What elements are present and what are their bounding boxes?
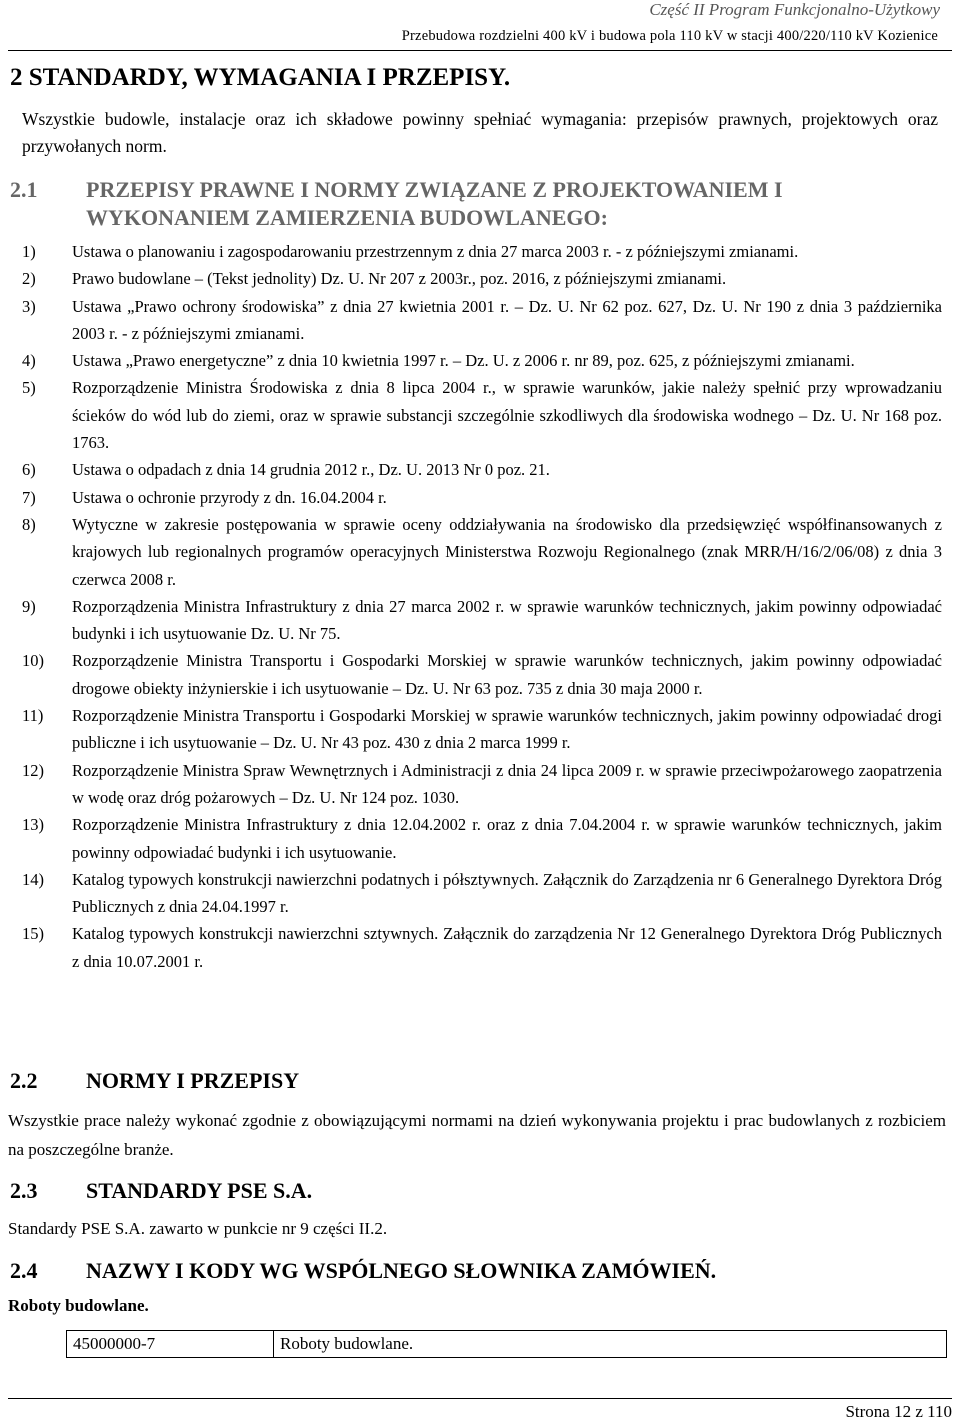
list-item bbox=[22, 866, 942, 921]
header-part-title: Część II Program Funkcjonalno-Użytkowy bbox=[649, 0, 940, 19]
list-item-number: 12) bbox=[22, 760, 44, 780]
list-item-text: Katalog typowych konstrukcji nawierzchni podatnych i półsztywnych. Załącznik do Zarządzenia nr 6 Generalnego Dyrektora Dróg Publicznych z dnia 24.04.1997 r. bbox=[72, 869, 942, 917]
list-item-number: 15) bbox=[22, 924, 44, 944]
section-title: STANDARDY PSE S.A. bbox=[86, 1178, 313, 1203]
list-item-number: 1) bbox=[22, 242, 36, 261]
list-item-number: 6) bbox=[22, 460, 36, 480]
section-2-4-heading bbox=[10, 1258, 716, 1284]
page-number: Strona 12 z 110 bbox=[845, 1402, 952, 1421]
list-item bbox=[22, 511, 942, 593]
list-item bbox=[22, 265, 942, 292]
list-item-text: Ustawa o odpadach z dnia 14 grudnia 2012 r., Dz. U. 2013 Nr 0 poz. 21. bbox=[72, 460, 550, 480]
list-item-number: 2) bbox=[22, 269, 36, 289]
regulations-list bbox=[22, 238, 942, 975]
list-item bbox=[22, 811, 942, 866]
list-item bbox=[22, 647, 942, 702]
cpv-table bbox=[66, 1330, 947, 1358]
section-number: 2.2 bbox=[10, 1068, 38, 1093]
list-item-text: Wytyczne w zakresie postępowania w sprawie oceny oddziaływania na środowisko dla przedsięwzięć współfinansowanych z krajowych lub regionalnych programów operacyjnych Ministerstwa Rozwoju Regionalnego (znak MRR/H/16/2/06/08) z dnia 3 czerwca 2008 r. bbox=[72, 514, 942, 589]
list-item-text: Rozporządzenie Ministra Transportu i Gospodarki Morskiej w sprawie warunków technicznych, jakim powinny odpowiadać drogowe obiekty inżynierskie i ich usytuowanie – Dz. U. Nr 63 poz. 735 z dnia 30 maja 2000 r. bbox=[72, 651, 942, 698]
list-item bbox=[22, 347, 942, 374]
list-item-text: Ustawa „Prawo ochrony środowiska” z dnia 27 kwietnia 2001 r. – Dz. U. Nr 62 poz. 627, Dz. U. Nr 190 z dnia 3 października 2003 r. - z późniejszymi zmianami. bbox=[72, 296, 942, 343]
list-item-number: 7) bbox=[22, 487, 36, 507]
list-item bbox=[22, 484, 942, 511]
section-number: 2.3 bbox=[10, 1178, 38, 1203]
section-2-3-text: Standardy PSE S.A. zawarto w punkcie nr 9 części II.2. bbox=[8, 1219, 388, 1238]
section-2-intro: Wszystkie budowle, instalacje oraz ich składowe powinny spełniać wymagania: przepisów prawnych, projektowych oraz przywołanych norm. bbox=[22, 109, 938, 156]
list-item-text: Katalog typowych konstrukcji nawierzchni sztywnych. Załącznik do zarządzenia Nr 12 Generalnego Dyrektora Dróg Publicznych z dnia 10.07.2001 r. bbox=[72, 924, 942, 971]
list-item-number: 10) bbox=[22, 651, 44, 671]
list-item bbox=[22, 920, 942, 975]
list-item-number: 11) bbox=[22, 706, 44, 726]
section-2-4-subheading: Roboty budowlane. bbox=[8, 1296, 149, 1315]
cpv-code-cell: 45000000-7 bbox=[67, 1331, 274, 1358]
list-item bbox=[22, 293, 942, 348]
list-item-text: Rozporządzenia Ministra Infrastruktury z dnia 27 marca 2002 r. w sprawie warunków technicznych, jakim powinny odpowiadać budynki i ich usytuowanie Dz. U. Nr 75. bbox=[72, 596, 942, 644]
list-item-text: Ustawa „Prawo energetyczne” z dnia 10 kwietnia 1997 r. – Dz. U. z 2006 r. nr 89, poz. 625, z późniejszymi zmianami. bbox=[72, 351, 855, 371]
section-2-3-heading bbox=[10, 1178, 312, 1204]
list-item-number: 8) bbox=[22, 514, 36, 534]
section-2-heading: 2 STANDARDY, WYMAGANIA I PRZEPISY. bbox=[10, 64, 511, 91]
list-item-text: Prawo budowlane – (Tekst jednolity) Dz. U. Nr 207 z 2003r., poz. 2016, z późniejszymi zmianami. bbox=[72, 269, 727, 289]
list-item bbox=[22, 374, 942, 456]
list-item-text: Ustawa o planowaniu i zagospodarowaniu przestrzennym z dnia 27 marca 2003 r. - z późniejszymi zmianami. bbox=[72, 242, 799, 261]
list-item bbox=[22, 456, 942, 483]
list-item-number: 4) bbox=[22, 351, 36, 371]
footer-rule bbox=[8, 1398, 952, 1399]
table-row bbox=[67, 1331, 947, 1358]
section-title: NORMY I PRZEPISY bbox=[86, 1068, 300, 1093]
header-rule bbox=[8, 50, 952, 51]
list-item-number: 5) bbox=[22, 378, 36, 398]
list-item-number: 9) bbox=[22, 596, 36, 616]
list-item bbox=[22, 757, 942, 812]
list-item bbox=[22, 593, 942, 648]
list-item-number: 13) bbox=[22, 815, 44, 835]
list-item-text: Rozporządzenie Ministra Spraw Wewnętrznych i Administracji z dnia 24 lipca 2009 r. w sprawie przeciwpożarowego zaopatrzenia w wodę oraz dróg pożarowych – Dz. U. Nr 124 poz. 1030. bbox=[72, 760, 942, 807]
section-number: 2.1 bbox=[10, 177, 38, 202]
section-2-2-text: Wszystkie prace należy wykonać zgodnie z obowiązującymi normami na dzień wykonywania projektu i prac budowlanych z rozbiciem na poszczególne branże. bbox=[8, 1111, 946, 1159]
section-number: 2.4 bbox=[10, 1258, 38, 1283]
section-2-2-heading bbox=[10, 1068, 299, 1094]
section-title: PRZEPISY PRAWNE I NORMY ZWIĄZANE Z PROJEKTOWANIEM I WYKONANIEM ZAMIERZENIA BUDOWLANEGO: bbox=[86, 177, 783, 230]
list-item-text: Rozporządzenie Ministra Infrastruktury z dnia 12.04.2002 r. oraz z dnia 7.04.2004 r. w sprawie warunków technicznych, jakim powinny odpowiadać budynki i ich usytuowanie. bbox=[72, 815, 942, 862]
section-title: NAZWY I KODY WG WSPÓLNEGO SŁOWNIKA ZAMÓWIEŃ. bbox=[86, 1258, 717, 1283]
list-item bbox=[22, 238, 942, 265]
cpv-name-cell: Roboty budowlane. bbox=[274, 1331, 947, 1358]
list-item-number: 3) bbox=[22, 296, 36, 316]
list-item-text: Ustawa o ochronie przyrody z dn. 16.04.2004 r. bbox=[72, 487, 387, 507]
list-item-text: Rozporządzenie Ministra Transportu i Gospodarki Morskiej w sprawie warunków technicznych, jakim powinny odpowiadać drogi publiczne i ich usytuowanie – Dz. U. Nr 43 poz. 430 z dnia 2 marca 1999 r. bbox=[72, 706, 942, 753]
list-item-text: Rozporządzenie Ministra Środowiska z dnia 8 lipca 2004 r., w sprawie warunków, jakie należy spełnić przy wprowadzaniu ścieków do wód lub do ziemi, oraz w sprawie substancji szczególnie szkodliwych dla środowiska wodnego – Dz. U. Nr 168 poz. 1763. bbox=[72, 378, 942, 453]
list-item bbox=[22, 702, 942, 757]
header-subtitle: Przebudowa rozdzielni 400 kV i budowa pola 110 kV w stacji 400/220/110 kV Kozienice bbox=[401, 28, 938, 44]
list-item-number: 14) bbox=[22, 869, 44, 889]
